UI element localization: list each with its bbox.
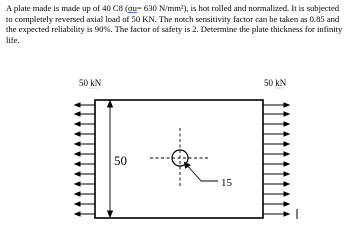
right-load-arrowhead [284,162,289,166]
right-load-arrowhead [284,192,289,196]
right-load-arrowhead [284,182,289,186]
right-load-arrowhead [284,132,289,136]
problem-text-part2: = 630 N/mm²), is hot rolled and normalized. It is subjected to completely reversed axial load of 50 KN. The notch sensitivity factor can be taken as 0.85 and the expected reliability is 90%. The factor of safety is 2. Determine the plate thickness for infinity life. [6,3,343,45]
right-load-arrowhead [284,112,289,116]
left-load-arrows [75,103,95,216]
left-load-arrowhead [75,212,80,216]
right-load-arrows [263,103,289,216]
left-load-arrowhead [75,112,80,116]
left-load-arrowhead [75,192,80,196]
width-dimension [108,101,113,217]
width-dimension-label: 50 [114,153,127,168]
left-load-arrowhead [75,152,80,156]
left-load-label: 50 kN [79,78,102,88]
left-load-arrowhead [75,162,80,166]
right-load-arrowhead [284,142,289,146]
right-load-arrowhead [284,172,289,176]
hole-leader [185,162,219,181]
left-load-arrowhead [75,202,80,206]
left-load-arrowhead [75,103,80,107]
problem-text-part1: A plate made is made up of 40 C8 ( [6,3,128,13]
right-load-arrowhead [284,152,289,156]
right-load-label: 50 kN [264,78,287,88]
right-load-arrowhead [284,103,289,107]
left-load-arrowhead [75,182,80,186]
ultimate-strength-symbol: σu [127,3,137,13]
left-load-arrowhead [75,142,80,146]
left-load-arrowhead [75,132,80,136]
right-load-arrowhead [284,122,289,126]
left-load-arrowhead [75,122,80,126]
left-load-arrowhead [75,172,80,176]
right-load-arrowhead [284,212,289,216]
hole-dimension-label: 15 [221,177,232,189]
right-load-arrowhead [284,202,289,206]
hole-centerlines [150,128,210,188]
